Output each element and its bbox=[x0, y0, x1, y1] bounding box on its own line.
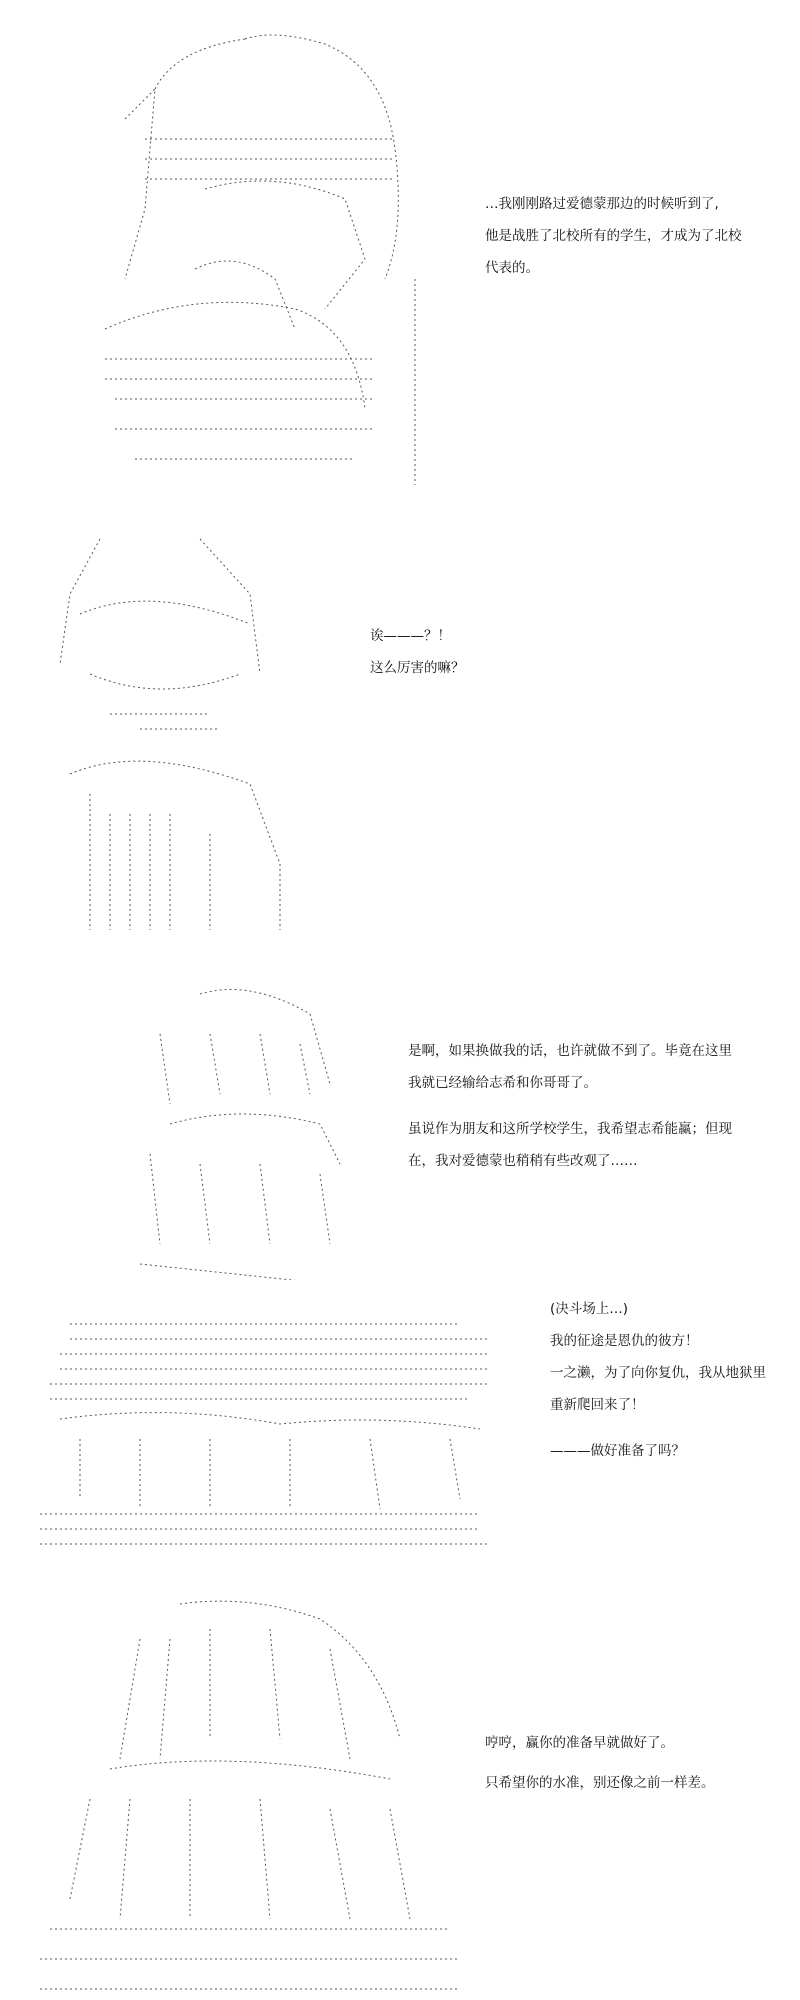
dialogue-line: 我就已经输给志希和你哥哥了。 bbox=[408, 1075, 597, 1091]
ascii-art-figure-3 bbox=[140, 984, 350, 1280]
dialogue-block-3 bbox=[408, 1035, 732, 1177]
dialogue-line: 哼哼，赢你的准备早就做好了。 bbox=[485, 1735, 674, 1751]
dialogue-block-1 bbox=[485, 188, 742, 284]
ascii-art-character-5 bbox=[30, 1575, 470, 1995]
dialogue-line: 虽说作为朋友和这所学校学生，我希望志希能赢；但现 bbox=[408, 1121, 732, 1137]
panel-3 bbox=[0, 960, 800, 1290]
dialogue-block-4 bbox=[550, 1293, 766, 1467]
ascii-art-character-2 bbox=[50, 510, 310, 930]
dialogue-line: 在，我对爱德蒙也稍稍有些改观了…… bbox=[408, 1153, 638, 1169]
dialogue-line: 代表的。 bbox=[485, 260, 539, 276]
ascii-art-figure-2 bbox=[50, 534, 310, 930]
panel-1 bbox=[0, 0, 800, 490]
dialogue-line: 诶———？！ bbox=[370, 628, 451, 644]
panel-2 bbox=[0, 505, 800, 935]
ascii-art-scene-4 bbox=[20, 1285, 500, 1545]
dialogue-line: ———做好准备了吗？ bbox=[550, 1443, 685, 1459]
panel-5 bbox=[0, 1575, 800, 2000]
ascii-art-figure-1 bbox=[95, 29, 435, 485]
dialogue-line: 一之濑，为了向你复仇，我从地狱里 bbox=[550, 1365, 766, 1381]
ascii-art-figure-5 bbox=[30, 1599, 470, 1995]
dialogue-block-5 bbox=[485, 1727, 715, 1799]
dialogue-line: 这么厉害的嘛？ bbox=[370, 660, 465, 676]
dialogue-line: (决斗场上…) bbox=[550, 1301, 629, 1317]
dialogue-line: 只希望你的水准，别还像之前一样差。 bbox=[485, 1775, 715, 1791]
dialogue-line: 他是战胜了北校所有的学生，才成为了北校 bbox=[485, 228, 742, 244]
dialogue-line: …我刚刚路过爱德蒙那边的时候听到了, bbox=[485, 196, 719, 212]
dialogue-line: 是啊，如果换做我的话，也许就做不到了。毕竟在这里 bbox=[408, 1043, 732, 1059]
dialogue-line: 我的征途是恩仇的彼方！ bbox=[550, 1333, 699, 1349]
ascii-art-figure-4 bbox=[20, 1309, 500, 1545]
dialogue-block-2 bbox=[370, 620, 465, 684]
panel-4 bbox=[0, 1285, 800, 1545]
ascii-art-character-3 bbox=[140, 960, 350, 1280]
ascii-art-character-1 bbox=[95, 5, 435, 485]
dialogue-line: 重新爬回来了！ bbox=[550, 1397, 645, 1413]
